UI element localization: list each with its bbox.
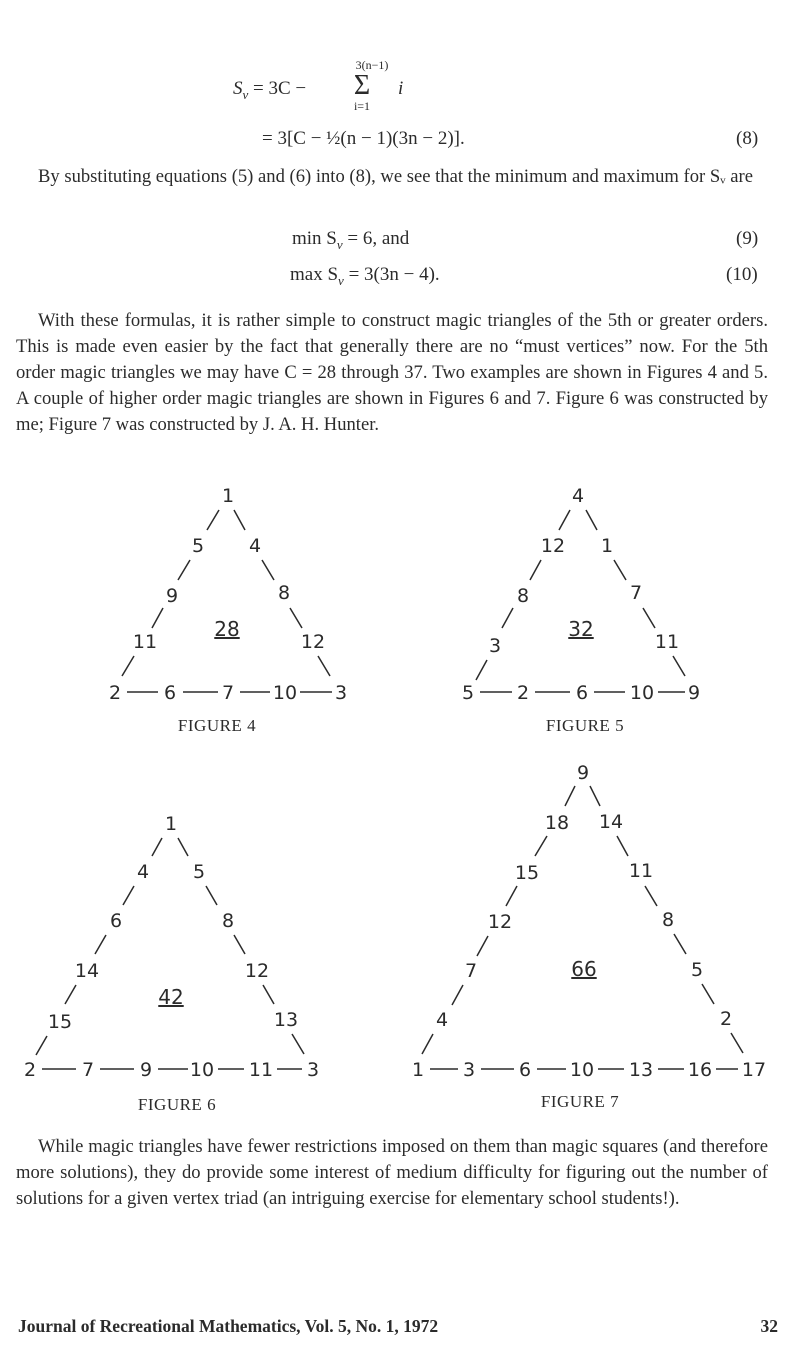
min-value: = 6, and (342, 228, 410, 249)
fig5-right-3: 11 (654, 631, 680, 653)
fig7-bottom-1: 1 (411, 1059, 425, 1081)
figure-5 (462, 485, 700, 735)
max-subscript: v (338, 272, 344, 288)
fig7-left-2: 15 (514, 862, 540, 884)
figure-7 (412, 762, 766, 1111)
fig5-bottom-5: 9 (687, 682, 701, 704)
sum-lower-limit: i=1 (353, 99, 371, 113)
fig5-right-1: 1 (600, 535, 614, 557)
fig6-bottom-2: 7 (81, 1059, 95, 1081)
fig5-bottom-3: 6 (575, 682, 589, 704)
fig5-right-2: 7 (629, 582, 643, 604)
fig4-left-2: 9 (165, 585, 179, 607)
fig4-bottom-2: 6 (163, 682, 177, 704)
fig5-caption: FIGURE 5 (545, 716, 625, 735)
fig5-bottom-2: 2 (516, 682, 530, 704)
fig4-center-sum: 28 (214, 617, 240, 641)
equation-number-9: (9) (736, 228, 759, 249)
sv-symbol: S (233, 78, 243, 99)
equation-number-10: (10) (726, 264, 758, 285)
fig6-right-3: 12 (244, 960, 270, 982)
fig6-bottom-4: 10 (189, 1059, 215, 1081)
fig7-right-5: 2 (719, 1008, 733, 1030)
fig7-left-4: 7 (464, 960, 478, 982)
fig7-bottom-4: 10 (569, 1059, 595, 1081)
figure-6 (24, 813, 319, 1114)
fig5-top: 4 (571, 485, 585, 507)
page-number: 32 (760, 1316, 778, 1336)
fig7-bottom-7: 17 (741, 1059, 767, 1081)
fig6-bottom-3: 9 (139, 1059, 153, 1081)
fig7-right-1: 14 (598, 811, 624, 833)
fig7-bottom-2: 3 (462, 1059, 476, 1081)
fig7-left-3: 12 (487, 911, 513, 933)
fig5-left-1: 12 (540, 535, 566, 557)
paragraph-conclusion: While magic triangles have fewer restrictions imposed on them than magic squares (and therefore more solutions), they do provide some interest of medium difficulty for figuring out the number of solutions for a given vertex triad (an intriguing exercise for elementary school students!). (16, 1136, 768, 1209)
fig6-right-1: 5 (192, 861, 206, 883)
fig7-top: 9 (576, 762, 590, 784)
min-label: min S (292, 228, 337, 249)
journal-citation: Journal of Recreational Mathematics, Vol. 5, No. 1, 1972 (18, 1316, 439, 1336)
fig7-bottom-3: 6 (518, 1059, 532, 1081)
fig7-bottom-6: 16 (687, 1059, 713, 1081)
sum-upper-limit: 3(n−1) (355, 58, 389, 72)
sum-symbol: Σ (353, 70, 371, 101)
fig7-right-3: 8 (661, 909, 675, 931)
fig7-left-5: 4 (435, 1009, 449, 1031)
page-footer (18, 1316, 778, 1337)
fig7-right-2: 11 (628, 860, 654, 882)
sum-term: i (398, 78, 404, 99)
equation-number-8: (8) (736, 128, 759, 149)
line1-rhs: = 3C − (253, 78, 307, 99)
max-value: = 3(3n − 4). (343, 264, 440, 285)
fig6-caption: FIGURE 6 (137, 1095, 217, 1114)
fig6-top: 1 (164, 813, 178, 835)
fig4-caption: FIGURE 4 (177, 716, 257, 735)
fig4-bottom-1: 2 (108, 682, 122, 704)
fig7-caption: FIGURE 7 (540, 1092, 620, 1111)
fig6-left-2: 6 (109, 910, 123, 932)
fig6-bottom-1: 2 (23, 1059, 37, 1081)
max-label: max S (290, 264, 339, 285)
paragraph-substitution: By substituting equations (5) and (6) into (8), we see that the minimum and maximum for Sᵥ are (38, 166, 753, 187)
fig6-bottom-6: 3 (306, 1059, 320, 1081)
fig7-left-1: 18 (544, 812, 570, 834)
fig5-left-3: 3 (488, 635, 502, 657)
fig6-center-sum: 42 (158, 985, 184, 1009)
fig4-top: 1 (221, 485, 235, 507)
fig6-right-4: 13 (273, 1009, 299, 1031)
min-subscript: v (336, 236, 343, 252)
fig4-right-3: 12 (300, 631, 326, 653)
fig4-bottom-4: 10 (272, 682, 298, 704)
fig4-bottom-3: 7 (221, 682, 235, 704)
fig6-bottom-5: 11 (248, 1059, 274, 1081)
fig7-bottom-5: 13 (628, 1059, 654, 1081)
fig7-right-4: 5 (690, 959, 704, 981)
fig4-left-1: 5 (191, 535, 205, 557)
fig5-bottom-4: 10 (629, 682, 655, 704)
fig4-right-2: 8 (277, 582, 291, 604)
figure-4 (109, 485, 347, 735)
fig6-right-2: 8 (221, 910, 235, 932)
paragraph-formulas: With these formulas, it is rather simple to construct magic triangles of the 5th or greater orders. This is made even easier by the fact that generally there are no “must vertices” now. For the 5th order magic triangles we may have C = 28 through 37. Two examples are shown in Figures 4 and 5. A couple of higher order magic triangles are shown in Figures 6 and 7. Figure 6 was constructed by me; Figure 7 was constructed by J. A. H. Hunter. (16, 310, 768, 435)
fig7-center-sum: 66 (571, 957, 597, 981)
fig6-left-4: 15 (47, 1011, 73, 1033)
fig5-center-sum: 32 (568, 617, 594, 641)
equation-8-expression: = 3[C − ½(n − 1)(3n − 2)]. (262, 128, 465, 149)
fig6-left-1: 4 (136, 861, 150, 883)
sv-subscript: v (242, 86, 249, 102)
fig4-left-3: 11 (132, 631, 158, 653)
fig5-left-2: 8 (516, 585, 530, 607)
fig6-left-3: 14 (74, 960, 100, 982)
fig4-bottom-5: 3 (334, 682, 348, 704)
fig4-right-1: 4 (248, 535, 262, 557)
fig5-bottom-1: 5 (461, 682, 475, 704)
